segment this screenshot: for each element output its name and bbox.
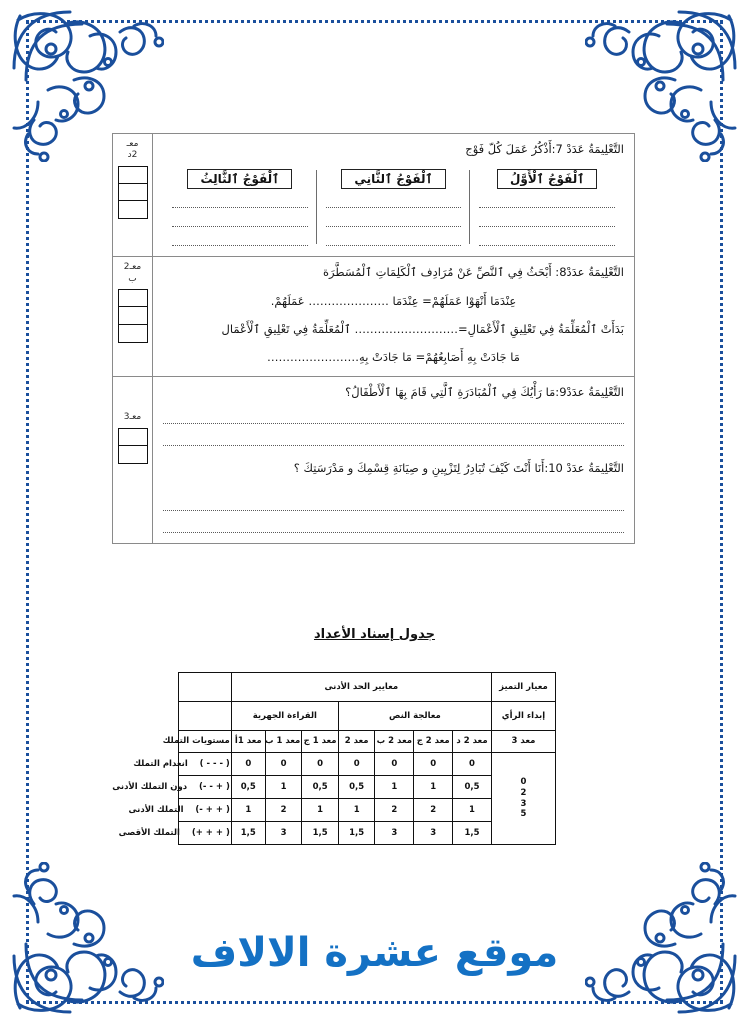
score-value: 0,5 — [302, 776, 339, 799]
group-1-title: ٱلْفَوْجُ ٱلْأَوَّلُ — [497, 169, 597, 189]
group-3-answer-line[interactable] — [172, 232, 308, 246]
task-7-score-column — [113, 134, 153, 256]
group-column-3 — [163, 168, 317, 246]
score-value: 1 — [414, 776, 453, 799]
task-7-score-label-line2: 2د — [127, 150, 138, 161]
group-1-answer-line[interactable] — [479, 213, 615, 227]
task-9-10-score-boxes — [115, 428, 150, 464]
group-1-answer-line[interactable] — [479, 194, 615, 208]
group-column-2 — [317, 168, 471, 246]
group-2-answer-line[interactable] — [326, 213, 462, 227]
score-value: 0 — [453, 753, 492, 776]
score-value: 0 — [231, 753, 265, 776]
mastery-level-label — [118, 822, 232, 845]
score-value: 1 — [338, 799, 375, 822]
mastery-label-text: انعدام التملك — [133, 758, 188, 769]
group-1-answer-line[interactable] — [479, 232, 615, 246]
mastery-label-text: دون التملك الأدنى — [112, 781, 188, 792]
score-value: 1 — [375, 776, 414, 799]
task-8-score-label-line2: ب — [128, 273, 137, 284]
mastery-level-label — [112, 776, 232, 799]
header-empty-cell — [179, 673, 232, 702]
score-value: 0,5 — [453, 776, 492, 799]
grading-table — [112, 672, 556, 845]
task-7-instruction: التَّعْلِيمَةُ عَدَدْ 7:أَذْكُرُ عَمَلَ كُلّ فَوْج — [465, 142, 624, 156]
worksheet-frame — [112, 133, 635, 544]
task-9-10-section — [113, 377, 634, 543]
score-value: 1 — [231, 799, 265, 822]
score-value: 0 — [338, 753, 375, 776]
score-value: 1,5 — [338, 822, 375, 845]
group-header-oral-reading: القراءة الجهرية — [231, 702, 338, 731]
task-9-10-body — [153, 377, 634, 543]
score-value: 0 — [265, 753, 302, 776]
score-value: 0,5 — [338, 776, 375, 799]
score-box[interactable] — [118, 166, 148, 185]
score-box[interactable] — [118, 183, 148, 202]
excellence-criterion-header: معيار التميز — [491, 673, 555, 702]
group-header-text-processing: معالجة النص — [338, 702, 491, 731]
group-2-answer-line[interactable] — [326, 232, 462, 246]
group-column-1 — [470, 168, 624, 246]
group-2-answer-line[interactable] — [326, 194, 462, 208]
score-value: 1,5 — [453, 822, 492, 845]
criterion-code: معد 2 ب — [375, 731, 414, 753]
table-header-row-criteria — [179, 731, 556, 753]
criterion-excellence: معد 3 — [491, 731, 555, 753]
site-watermark: موقع عشرة الالاف — [190, 930, 559, 976]
score-value: 2 — [414, 799, 453, 822]
score-value: 0 — [302, 753, 339, 776]
table-row — [179, 753, 556, 776]
group-3-title: ٱلْفَوْجُ ٱلثَّالِثُ — [187, 169, 292, 189]
task-7-score-label-line1: معـ — [126, 139, 139, 149]
task-7-section — [113, 134, 634, 257]
task-9-answer-line[interactable] — [163, 408, 624, 424]
mastery-label-text: التملك الأدنى — [128, 804, 184, 815]
table-header-row-top — [179, 673, 556, 702]
group-2-title: ٱلْفَوْجُ ٱلثَّانِي — [341, 169, 445, 189]
score-value: 3 — [414, 822, 453, 845]
task-7-body — [153, 134, 634, 256]
mastery-signs: ( - - - ) — [199, 758, 230, 769]
mastery-signs: ( + + +) — [191, 827, 230, 838]
task-8-score-column — [113, 257, 153, 376]
score-box[interactable] — [118, 306, 148, 325]
score-value: 2 — [375, 799, 414, 822]
grading-table-wrapper — [112, 672, 556, 845]
score-box[interactable] — [118, 428, 148, 447]
task-9-10-score-column — [113, 377, 153, 543]
task-10-answer-line[interactable] — [163, 495, 624, 511]
score-value: 1 — [302, 799, 339, 822]
task-9-10-score-label: معـ3 — [123, 412, 142, 423]
mastery-levels-header: مستويات التملك — [179, 731, 232, 753]
score-box[interactable] — [118, 324, 148, 343]
criterion-code: معد 2 د — [453, 731, 492, 753]
score-value: 0 — [414, 753, 453, 776]
score-value: 1 — [265, 776, 302, 799]
mastery-signs: ( + + -) — [195, 804, 230, 815]
task-8-instruction: التَّعْلِيمَةُ عدَدْ8: أَبْحَثُ فِي ٱلنَّصِّ عَنْ مُرَادِف ٱلْكَلِمَاتِ ٱلْمُسَطَّرَة — [323, 265, 624, 280]
mastery-level-label — [133, 753, 232, 776]
header-empty-cell — [179, 702, 232, 731]
task-8-score-boxes — [115, 289, 150, 343]
task-8-section — [113, 257, 634, 377]
task-8-synonym-line-1[interactable]: عِنْدَمَا أَنْهَوْا عَمَلَهُمْ= عِنْدَمَا ………………… عَمَلَهُمْ. — [270, 293, 517, 308]
score-value: 3 — [375, 822, 414, 845]
score-value: 0,5 — [231, 776, 265, 799]
task-9-instruction: التَّعْلِيمَةُ عدَدْ9:مَا رَأْيُكَ فِي ٱلْمُبَادَرَةِ ٱلَّتِي قَامَ بِهَا ٱلْأَطْفَالُ؟ — [345, 385, 624, 400]
task-9-answer-line[interactable] — [163, 430, 624, 446]
criterion-code: معد 1أ — [231, 731, 265, 753]
grading-table-title — [0, 627, 749, 642]
task-8-score-label-line1: معـ2 — [123, 262, 142, 273]
score-value: 1 — [453, 799, 492, 822]
minimum-criteria-header: معايير الحد الأدنى — [231, 673, 491, 702]
task-7-groups — [163, 168, 624, 246]
excellence-subheader: إبداء الرأي — [491, 702, 555, 731]
score-value: 3 — [265, 822, 302, 845]
task-10-instruction: التَّعْلِيمَةُ عدَدْ 10:أَنَا أَنْتَ كَيْفَ تُبَادِرُ لِتَزْيِينِ و صِيَانَةِ قِسْمِكَ و مَدْرَسَتِكَ ؟ — [293, 460, 624, 475]
excellence-scale-value: 0 — [520, 777, 527, 788]
score-value: 0 — [375, 753, 414, 776]
score-value: 1,5 — [302, 822, 339, 845]
excellence-scale-value: 3 — [520, 798, 527, 809]
table-header-row-groups — [179, 702, 556, 731]
score-value: 1,5 — [231, 822, 265, 845]
criterion-code: معد 2 ج — [414, 731, 453, 753]
task-8-body — [153, 257, 634, 376]
task-7-score-boxes — [115, 166, 150, 220]
score-box[interactable] — [118, 289, 148, 308]
criterion-code: معد 1 ج — [302, 731, 339, 753]
score-box[interactable] — [118, 200, 148, 219]
mastery-level-label — [128, 799, 232, 822]
criterion-code: معد 1 ب — [265, 731, 302, 753]
mastery-label-text: التملك الأقصى — [118, 827, 180, 838]
grading-table-title-text: جدول إسناد الأعداد — [313, 627, 436, 642]
excellence-scale-value: 5 — [520, 809, 527, 820]
excellence-scale-cell — [491, 753, 555, 845]
group-3-answer-line[interactable] — [172, 213, 308, 227]
task-8-synonym-line-2[interactable]: بَدَأَتْ ٱلْمُعَلِّمَةُ فِي تَعْلِيقِ ٱلْأَعْمَالِ=……………………… ٱلْمُعَلِّمَةُ فِي تَعْلِيقِ ٱلْأَعْمَال — [221, 321, 624, 336]
mastery-signs: ( + - -) — [199, 781, 230, 792]
score-value: 2 — [265, 799, 302, 822]
score-box[interactable] — [118, 445, 148, 464]
criterion-code: معد 2 — [338, 731, 375, 753]
task-8-synonym-line-3[interactable]: مَا جَادَتْ بِهِ أَصَابِعُهُمْ= مَا جَادَتْ بِهِ…………………… — [267, 350, 520, 364]
group-3-answer-line[interactable] — [172, 194, 308, 208]
task-10-answer-line[interactable] — [163, 517, 624, 533]
excellence-scale-value: 2 — [520, 787, 527, 798]
